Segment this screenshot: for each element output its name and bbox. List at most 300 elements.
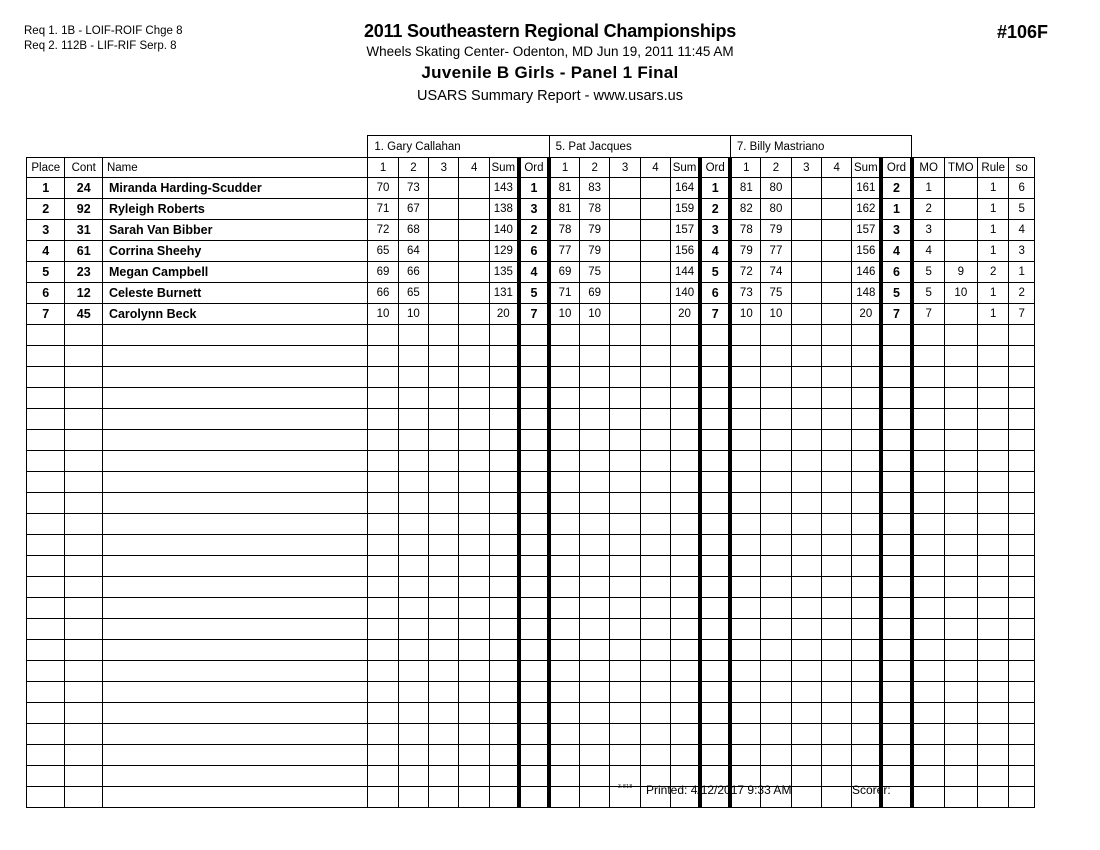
cell-judge [640,325,670,346]
cell-judge [730,745,760,766]
cell-judge [429,724,459,745]
cell-judge [580,430,610,451]
cell-judge [368,640,398,661]
cell-tmo [944,367,977,388]
cell-j3-sum: 157 [852,220,881,241]
cell-judge [700,724,730,745]
table-row [27,304,1035,325]
cell-judge [822,346,852,367]
cell-rule [978,682,1009,703]
cell-cont [65,493,102,514]
cell-cont: 23 [65,262,102,283]
cell-judge [549,577,579,598]
cell-j3-sum: 161 [852,178,881,199]
cell-judge [519,472,549,493]
cell-so [1009,388,1035,409]
cell-judge [700,514,730,535]
cell-judge [822,535,852,556]
table-row [27,178,1035,199]
cell-j1-sum: 20 [489,304,518,325]
cell-j3-score3 [791,283,821,304]
cell-j3-ord: 6 [881,262,911,283]
cell-judge [881,640,911,661]
cell-judge [730,367,760,388]
cell-j2-score2: 79 [580,241,610,262]
cell-judge [489,745,518,766]
cell-tmo [944,640,977,661]
cell-judge [640,388,670,409]
cell-judge [671,325,700,346]
cell-place [27,514,65,535]
cell-j1-score3 [429,241,459,262]
cell-judge [549,325,579,346]
cell-tmo [944,304,977,325]
cell-judge [822,598,852,619]
cell-judge [580,535,610,556]
cell-judge [368,430,398,451]
cell-mo [912,493,944,514]
cell-place [27,325,65,346]
cell-judge [881,409,911,430]
cell-judge [852,640,881,661]
cell-judge [519,556,549,577]
cell-judge [822,451,852,472]
cell-judge [580,346,610,367]
cell-judge [640,367,670,388]
cell-judge [368,451,398,472]
cell-j2-sum: 164 [671,178,700,199]
cell-j3-ord: 1 [881,199,911,220]
cell-place [27,661,65,682]
cell-j3-score3 [791,241,821,262]
cell-place [27,535,65,556]
table-row-empty [27,472,1035,493]
cell-cont [65,598,102,619]
cell-j3-score4 [822,220,852,241]
cell-judge [429,745,459,766]
cell-j1-ord: 6 [519,241,549,262]
cell-judge [429,409,459,430]
cell-judge [610,535,640,556]
cell-tmo [944,703,977,724]
cell-judge [549,472,579,493]
cell-so [1009,556,1035,577]
score-sheet [26,135,1035,808]
cell-judge [610,346,640,367]
cell-j1-score2: 67 [398,199,428,220]
cell-judge [881,346,911,367]
cell-judge [730,514,760,535]
cell-name [102,514,367,535]
cell-judge [822,430,852,451]
cell-judge [852,430,881,451]
cell-j2-score4 [640,178,670,199]
cell-judge [368,619,398,640]
cell-name: Megan Campbell [102,262,367,283]
cell-mo [912,745,944,766]
cell-j1-score2: 73 [398,178,428,199]
cell-judge [671,367,700,388]
cell-judge [549,346,579,367]
cell-judge [489,493,518,514]
cell-so [1009,598,1035,619]
cell-j2-score4 [640,220,670,241]
cell-place: 5 [27,262,65,283]
cell-j1-score4 [459,283,489,304]
cell-judge [489,346,518,367]
table-row-empty [27,682,1035,703]
cell-name [102,682,367,703]
requirement-line-2: Req 2. 112B - LIF-RIF Serp. 8 [24,40,177,52]
cell-so [1009,661,1035,682]
cell-j2-ord: 7 [700,304,730,325]
table-row-empty [27,556,1035,577]
printed-timestamp: Printed: 4/12/2017 9:33 AM [646,783,792,797]
table-row-empty [27,619,1035,640]
cell-judge [761,430,791,451]
cell-name: Miranda Harding-Scudder [102,178,367,199]
cell-j3-ord: 3 [881,220,911,241]
cell-mo [912,640,944,661]
cell-so [1009,472,1035,493]
cell-j1-score3 [429,304,459,325]
cell-rule [978,535,1009,556]
cell-judge [549,703,579,724]
header-so: so [1009,158,1035,178]
cell-judge [368,724,398,745]
cell-cont [65,577,102,598]
cell-j1-sum: 138 [489,199,518,220]
cell-j3-score2: 74 [761,262,791,283]
cell-j1-sum: 140 [489,220,518,241]
cell-judge [822,640,852,661]
table-row-empty [27,325,1035,346]
cell-j1-score1: 71 [368,199,398,220]
cell-j2-score2: 10 [580,304,610,325]
cell-judge [489,472,518,493]
version-code: 3.818 [618,784,633,790]
cell-judge [519,577,549,598]
cell-judge [489,367,518,388]
cell-judge [459,640,489,661]
cell-rule [978,661,1009,682]
cell-name [102,535,367,556]
cell-judge [640,724,670,745]
table-row-empty [27,598,1035,619]
report-title-block [0,20,1100,107]
cell-judge [368,472,398,493]
cell-judge [791,640,821,661]
requirement-line-1: Req 1. 1B - LOIF-ROIF Chge 8 [24,25,183,37]
cell-j3-score2: 10 [761,304,791,325]
cell-judge [700,388,730,409]
cell-rule [978,514,1009,535]
cell-j1-score3 [429,262,459,283]
cell-j3-score1: 73 [730,283,760,304]
cell-rule [978,640,1009,661]
cell-judge [489,388,518,409]
cell-judge [852,661,881,682]
cell-j3-ord: 5 [881,283,911,304]
cell-j2-score3 [610,241,640,262]
event-division-title: Juvenile B Girls - Panel 1 Final [421,63,679,82]
cell-judge [580,598,610,619]
cell-judge [489,661,518,682]
cell-j1-ord: 1 [519,178,549,199]
cell-rule: 1 [978,304,1009,325]
table-row [27,241,1035,262]
cell-mo [912,556,944,577]
cell-j2-score3 [610,283,640,304]
cell-judge [429,451,459,472]
cell-j3-score4 [822,199,852,220]
cell-judge [730,409,760,430]
header-j1-sum: Sum [489,158,518,178]
cell-judge [730,472,760,493]
cell-judge [881,514,911,535]
cell-judge [610,745,640,766]
cell-mo [912,619,944,640]
cell-judge [519,535,549,556]
cell-name [102,703,367,724]
cell-place [27,367,65,388]
cell-place [27,619,65,640]
cell-judge [640,577,670,598]
cell-j3-score1: 10 [730,304,760,325]
cell-judge [791,409,821,430]
cell-tmo [944,556,977,577]
cell-judge [519,682,549,703]
column-header-row [27,158,1035,178]
cell-judge [881,430,911,451]
cell-judge [881,472,911,493]
cell-j1-sum: 131 [489,283,518,304]
cell-j3-score1: 81 [730,178,760,199]
cell-tmo [944,325,977,346]
table-row-empty [27,451,1035,472]
cell-judge [761,367,791,388]
cell-judge [459,493,489,514]
cell-judge [580,577,610,598]
cell-judge [489,619,518,640]
table-row [27,220,1035,241]
cell-j3-sum: 146 [852,262,881,283]
cell-judge [881,367,911,388]
cell-cont: 24 [65,178,102,199]
cell-place [27,598,65,619]
cell-mo [912,472,944,493]
cell-tmo: 10 [944,283,977,304]
table-row [27,199,1035,220]
cell-judge [881,703,911,724]
cell-judge [822,409,852,430]
cell-judge [368,409,398,430]
cell-judge [881,598,911,619]
cell-so [1009,619,1035,640]
cell-j1-score2: 64 [398,241,428,262]
cell-j2-score4 [640,262,670,283]
table-row-empty [27,577,1035,598]
table-row [27,262,1035,283]
cell-so [1009,409,1035,430]
cell-name [102,346,367,367]
cell-judge [398,703,428,724]
cell-tmo [944,472,977,493]
cell-cont [65,514,102,535]
cell-judge [610,514,640,535]
cell-j3-score3 [791,199,821,220]
venue-datetime: Wheels Skating Center- Odenton, MD Jun 19, 2011 11:45 AM [366,44,734,59]
cell-name: Sarah Van Bibber [102,220,367,241]
cell-judge [671,661,700,682]
cell-j1-score2: 65 [398,283,428,304]
cell-j3-ord: 2 [881,178,911,199]
cell-so: 4 [1009,220,1035,241]
cell-so [1009,535,1035,556]
cell-so [1009,703,1035,724]
cell-rule [978,745,1009,766]
table-row-empty [27,346,1035,367]
cell-j1-ord: 3 [519,199,549,220]
cell-judge [519,430,549,451]
cell-judge [700,409,730,430]
cell-rule: 1 [978,220,1009,241]
cell-cont: 45 [65,304,102,325]
cell-j2-sum: 156 [671,241,700,262]
cell-judge [398,577,428,598]
cell-judge [549,535,579,556]
cell-judge [822,367,852,388]
cell-tmo [944,598,977,619]
cell-mo [912,703,944,724]
cell-j3-sum: 20 [852,304,881,325]
cell-judge [852,577,881,598]
cell-judge [429,493,459,514]
cell-judge [398,493,428,514]
cell-judge [429,661,459,682]
cell-name [102,577,367,598]
cell-name [102,598,367,619]
cell-name [102,472,367,493]
cell-mo [912,388,944,409]
cell-judge [671,682,700,703]
cell-j3-score2: 75 [761,283,791,304]
cell-j1-ord: 2 [519,220,549,241]
competition-title: 2011 Southeastern Regional Championships [363,21,737,41]
cell-place: 7 [27,304,65,325]
cell-j2-score2: 83 [580,178,610,199]
cell-judge [761,472,791,493]
cell-judge [580,724,610,745]
cell-cont [65,703,102,724]
cell-rule [978,577,1009,598]
cell-j1-ord: 4 [519,262,549,283]
cell-judge [852,598,881,619]
cell-judge [398,367,428,388]
cell-mo [912,430,944,451]
cell-judge [791,619,821,640]
cell-cont [65,430,102,451]
cell-j2-score3 [610,262,640,283]
cell-j1-score3 [429,178,459,199]
cell-judge [730,325,760,346]
cell-j3-score3 [791,262,821,283]
cell-j3-ord: 4 [881,241,911,262]
cell-j3-ord: 7 [881,304,911,325]
cell-tmo [944,535,977,556]
cell-judge [519,325,549,346]
header-name: Name [102,158,367,178]
cell-so [1009,514,1035,535]
cell-j1-score1: 69 [368,262,398,283]
cell-judge [610,577,640,598]
cell-judge [519,388,549,409]
cell-j2-score2: 69 [580,283,610,304]
header-mo: MO [912,158,944,178]
cell-judge [640,493,670,514]
cell-j2-score3 [610,178,640,199]
cell-judge [429,388,459,409]
cell-cont [65,556,102,577]
cell-judge [761,682,791,703]
cell-so: 7 [1009,304,1035,325]
cell-judge [429,325,459,346]
cell-judge [671,346,700,367]
cell-judge [489,724,518,745]
cell-judge [549,367,579,388]
cell-place: 2 [27,199,65,220]
cell-judge [822,619,852,640]
cell-judge [822,514,852,535]
cell-judge [640,640,670,661]
cell-place [27,388,65,409]
cell-judge [610,682,640,703]
cell-judge [368,661,398,682]
cell-judge [459,724,489,745]
cell-mo: 4 [912,241,944,262]
cell-judge [519,598,549,619]
table-row-empty [27,493,1035,514]
cell-judge [519,640,549,661]
cell-judge [791,724,821,745]
cell-tmo [944,388,977,409]
cell-j2-score1: 69 [549,262,579,283]
cell-name [102,325,367,346]
cell-j2-sum: 159 [671,199,700,220]
cell-judge [791,598,821,619]
cell-tmo [944,724,977,745]
cell-j1-score2: 66 [398,262,428,283]
cell-j3-score1: 72 [730,262,760,283]
cell-j1-score1: 66 [368,283,398,304]
cell-judge [761,640,791,661]
cell-judge [398,409,428,430]
cell-so [1009,745,1035,766]
cell-mo [912,724,944,745]
cell-j1-score4 [459,220,489,241]
cell-judge [459,451,489,472]
cell-j2-score4 [640,241,670,262]
cell-judge [519,745,549,766]
cell-name [102,451,367,472]
cell-cont [65,640,102,661]
cell-judge [429,346,459,367]
cell-mo [912,451,944,472]
cell-rule [978,493,1009,514]
cell-judge [671,703,700,724]
cell-judge [429,367,459,388]
header-j2-3: 3 [610,158,640,178]
